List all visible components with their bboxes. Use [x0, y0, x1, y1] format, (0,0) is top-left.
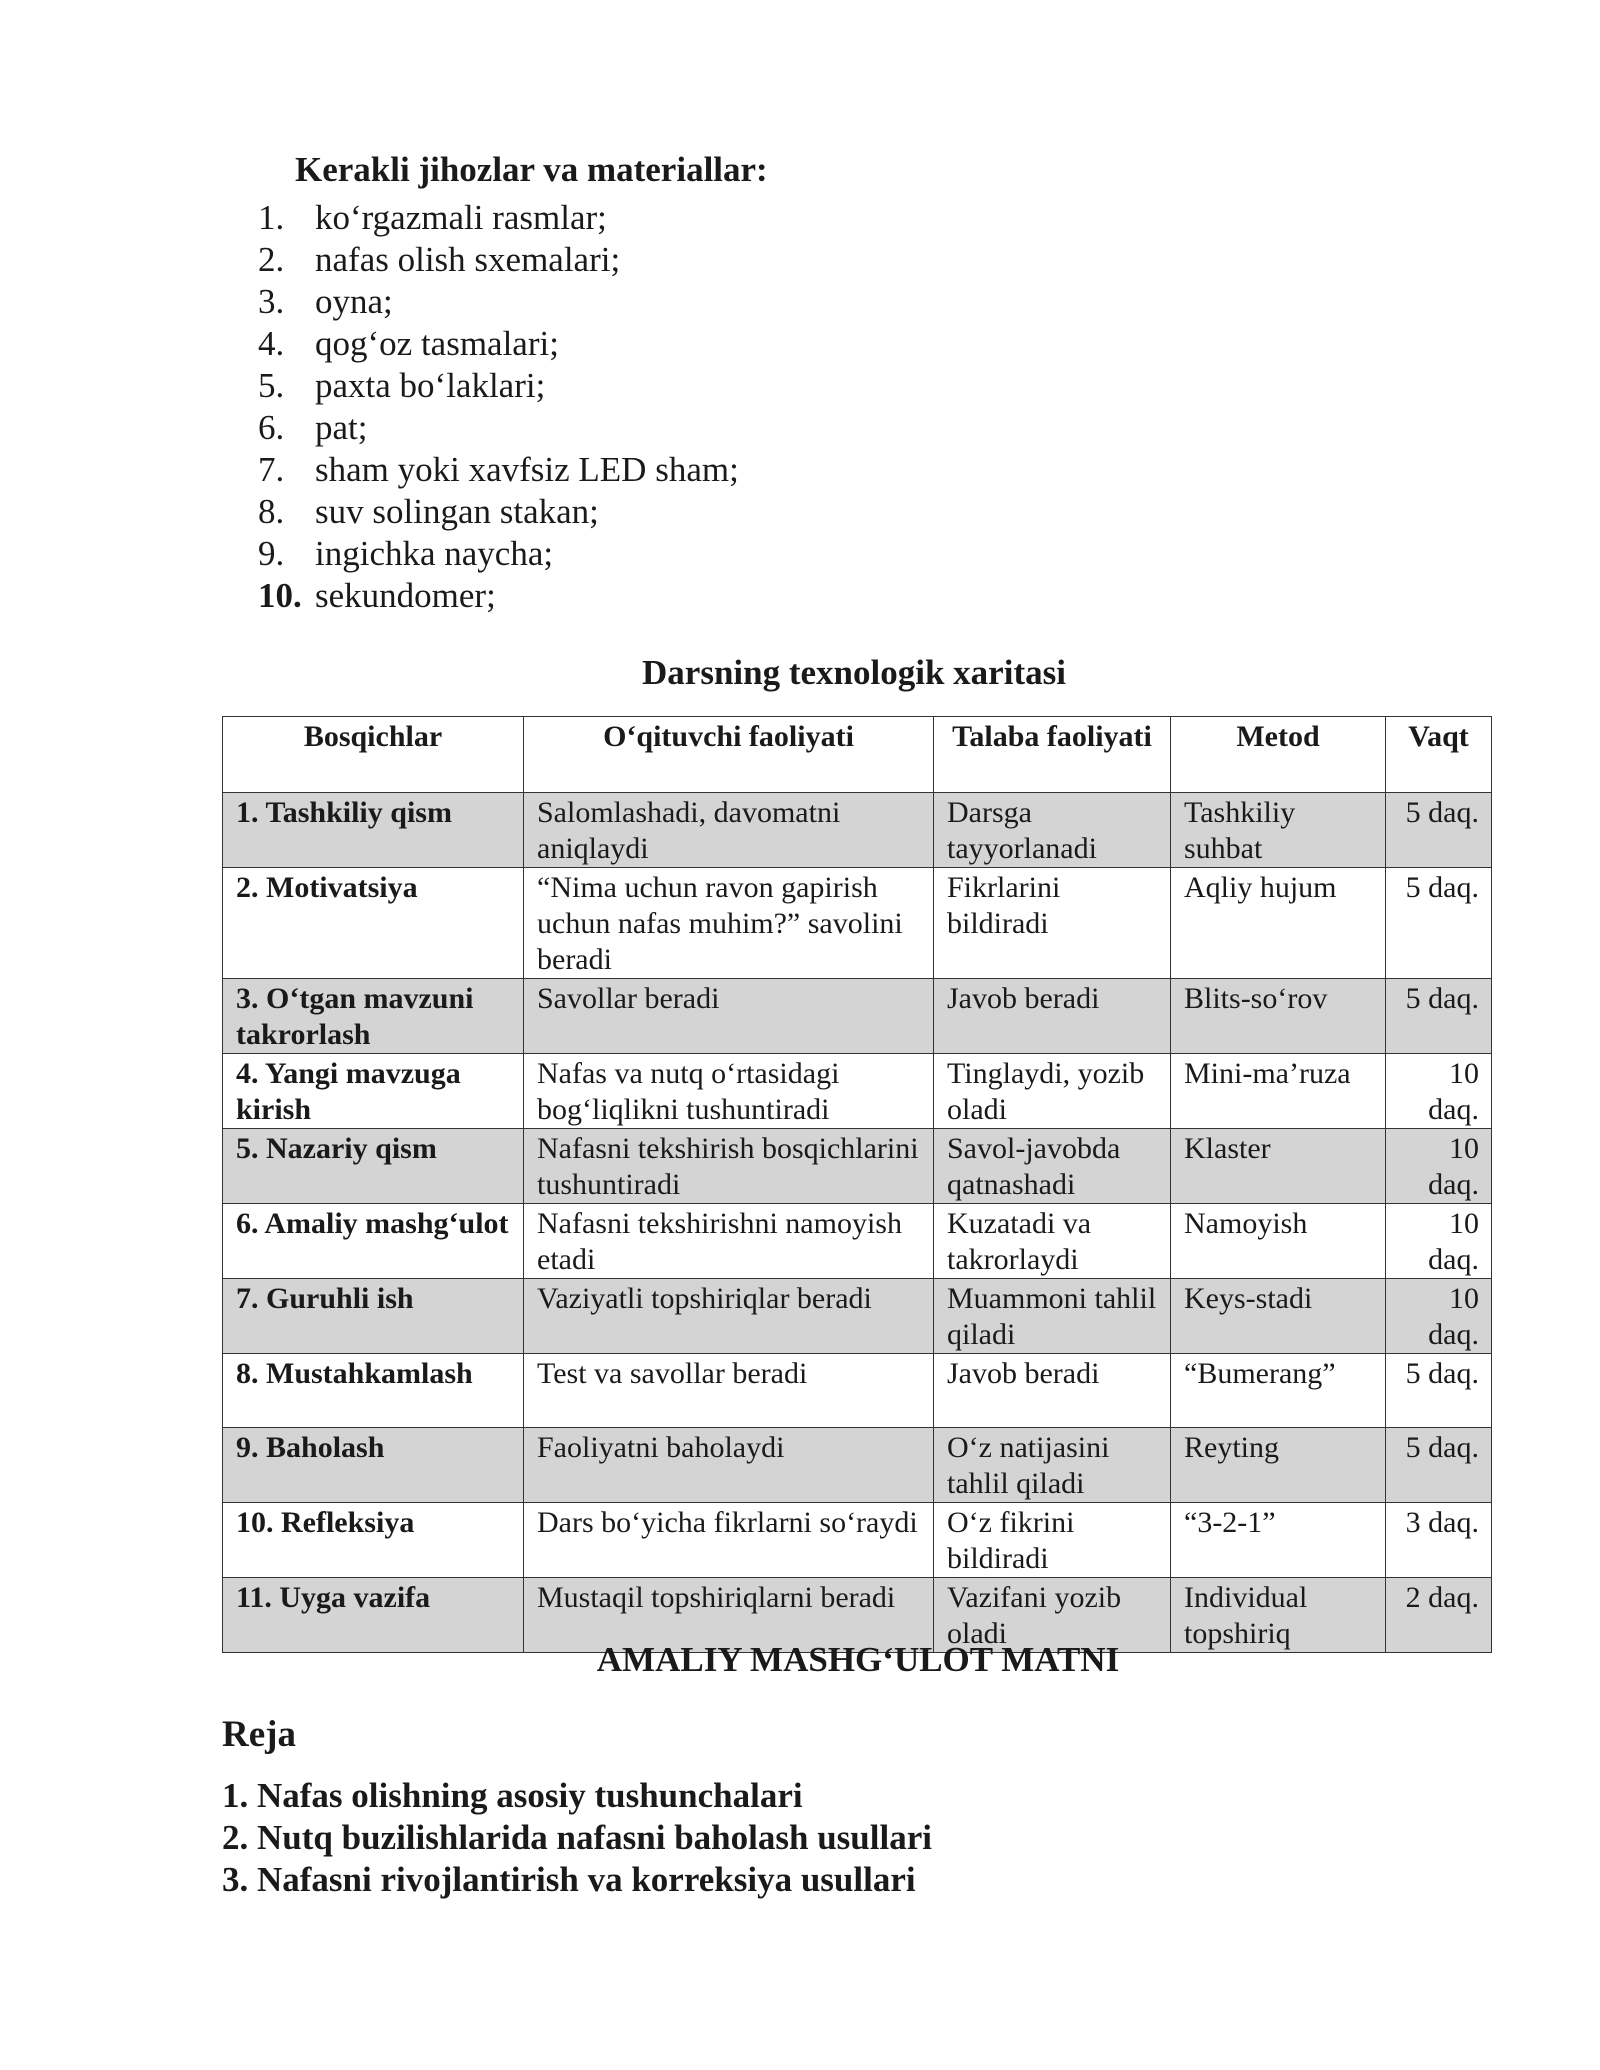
cell-stage: 5. Nazariy qism: [223, 1129, 524, 1204]
list-item-number: 2.: [258, 240, 285, 279]
cell-student: O‘z fikrini bildiradi: [934, 1502, 1171, 1577]
list-item-text: nafas olish sxemalari;: [315, 240, 621, 279]
table-title: Darsning texnologik xaritasi: [642, 653, 1066, 692]
cell-method: Mini-ma’ruza: [1171, 1054, 1386, 1129]
practical-section-title: AMALIY MASHG‘ULOT MATNI: [596, 1640, 1120, 1679]
table-row: [223, 1279, 1492, 1354]
plan-heading: Reja: [222, 1714, 296, 1755]
list-item: [258, 281, 739, 323]
cell-student: Darsga tayyorlanadi: [934, 793, 1171, 868]
cell-method: Aqliy hujum: [1171, 868, 1386, 979]
materials-heading: Kerakli jihozlar va materiallar:: [295, 150, 768, 189]
cell-student: Javob beradi: [934, 979, 1171, 1054]
cell-teacher: Salomlashadi, davomatni aniqlaydi: [524, 793, 934, 868]
table-row: [223, 1502, 1492, 1577]
cell-student: Fikrlarini bildiradi: [934, 868, 1171, 979]
cell-time: 5 daq.: [1386, 979, 1492, 1054]
cell-method: Reyting: [1171, 1427, 1386, 1502]
cell-student: Tinglaydi, yozib oladi: [934, 1054, 1171, 1129]
table-row: [223, 979, 1492, 1054]
cell-stage: 6. Amaliy mashg‘ulot: [223, 1204, 524, 1279]
cell-method: Tashkiliy suhbat: [1171, 793, 1386, 868]
cell-stage: 9. Baholash: [223, 1427, 524, 1502]
cell-time: 5 daq.: [1386, 1427, 1492, 1502]
cell-teacher: Dars bo‘yicha fikrlarni so‘raydi: [524, 1502, 934, 1577]
cell-method: “3-2-1”: [1171, 1502, 1386, 1577]
table-row: [223, 1204, 1492, 1279]
list-item-number: 8.: [258, 492, 285, 531]
cell-teacher: Nafasni tekshirish bosqichlarini tushuntiradi: [524, 1129, 934, 1204]
list-item-text: qog‘oz tasmalari;: [315, 324, 559, 363]
list-item-text: paxta bo‘laklari;: [315, 366, 546, 405]
list-item-text: ko‘rgazmali rasmlar;: [315, 198, 607, 237]
list-item-number: 9.: [258, 534, 285, 573]
cell-student: Savol-javobda qatnashadi: [934, 1129, 1171, 1204]
list-item-number: 10.: [258, 576, 302, 615]
list-item: [258, 365, 739, 407]
cell-time: 10 daq.: [1386, 1129, 1492, 1204]
cell-teacher: Savollar beradi: [524, 979, 934, 1054]
cell-teacher: Vaziyatli topshiriqlar beradi: [524, 1279, 934, 1354]
list-item-text: ingichka naycha;: [315, 534, 554, 573]
cell-method: Klaster: [1171, 1129, 1386, 1204]
technology-map-table: [222, 716, 1492, 1653]
list-item-number: 3.: [258, 282, 285, 321]
plan-item: 1. Nafas olishning asosiy tushunchalari: [222, 1776, 803, 1815]
cell-time: 10 daq.: [1386, 1204, 1492, 1279]
plan-item: 2. Nutq buzilishlarida nafasni baholash usullari: [222, 1818, 932, 1857]
cell-teacher: Nafasni tekshirishni namoyish etadi: [524, 1204, 934, 1279]
cell-time: 10 daq.: [1386, 1054, 1492, 1129]
cell-student: Vazifani yozib oladi: [934, 1577, 1171, 1652]
cell-time: 5 daq.: [1386, 793, 1492, 868]
cell-method: Individual topshiriq: [1171, 1577, 1386, 1652]
cell-stage: 4. Yangi mavzuga kirish: [223, 1054, 524, 1129]
materials-list: [258, 197, 739, 617]
cell-time: 5 daq.: [1386, 1354, 1492, 1428]
list-item-number: 1.: [258, 198, 285, 237]
list-item-text: oyna;: [315, 282, 393, 321]
plan-list: [222, 1775, 932, 1901]
cell-method: Namoyish: [1171, 1204, 1386, 1279]
cell-teacher: “Nima uchun ravon gapirish uchun nafas muhim?” savolini beradi: [524, 868, 934, 979]
list-item: [258, 323, 739, 365]
cell-teacher: Faoliyatni baholaydi: [524, 1427, 934, 1502]
cell-stage: 1. Tashkiliy qism: [223, 793, 524, 868]
table-header-row: [223, 717, 1492, 793]
list-item-number: 7.: [258, 450, 285, 489]
cell-student: Muammoni tahlil qiladi: [934, 1279, 1171, 1354]
table-row: [223, 868, 1492, 979]
list-item: [258, 449, 739, 491]
cell-teacher: Test va savollar beradi: [524, 1354, 934, 1428]
cell-stage: 2. Motivatsiya: [223, 868, 524, 979]
list-item-number: 5.: [258, 366, 285, 405]
header-stages: Bosqichlar: [223, 717, 524, 793]
cell-method: “Bumerang”: [1171, 1354, 1386, 1428]
cell-student: O‘z natijasini tahlil qiladi: [934, 1427, 1171, 1502]
cell-method: Blits-so‘rov: [1171, 979, 1386, 1054]
cell-student: Javob beradi: [934, 1354, 1171, 1428]
list-item: [258, 407, 739, 449]
list-item-text: sham yoki xavfsiz LED sham;: [315, 450, 739, 489]
cell-stage: 3. O‘tgan mavzuni takrorlash: [223, 979, 524, 1054]
plan-item: 3. Nafasni rivojlantirish va korreksiya usullari: [222, 1860, 916, 1899]
list-item-text: suv solingan stakan;: [315, 492, 599, 531]
cell-method: Keys-stadi: [1171, 1279, 1386, 1354]
list-item-number: 4.: [258, 324, 285, 363]
list-item-number: 6.: [258, 408, 285, 447]
header-teacher-activity: O‘qituvchi faoliyati: [524, 717, 934, 793]
list-item-text: pat;: [315, 408, 368, 447]
cell-time: 3 daq.: [1386, 1502, 1492, 1577]
list-item: [258, 575, 739, 617]
table-row: [223, 1054, 1492, 1129]
list-item: [258, 197, 739, 239]
cell-stage: 8. Mustahkamlash: [223, 1354, 524, 1428]
cell-stage: 7. Guruhli ish: [223, 1279, 524, 1354]
cell-student: Kuzatadi va takrorlaydi: [934, 1204, 1171, 1279]
cell-time: 5 daq.: [1386, 868, 1492, 979]
list-item: [258, 239, 739, 281]
header-time: Vaqt: [1386, 717, 1492, 793]
cell-stage: 11. Uyga vazifa: [223, 1577, 524, 1652]
header-student-activity: Talaba faoliyati: [934, 717, 1171, 793]
table-row: [223, 1427, 1492, 1502]
cell-time: 10 daq.: [1386, 1279, 1492, 1354]
cell-teacher: Nafas va nutq o‘rtasidagi bog‘liqlikni tushuntiradi: [524, 1054, 934, 1129]
list-item: [258, 533, 739, 575]
header-method: Metod: [1171, 717, 1386, 793]
table-row: [223, 1354, 1492, 1428]
list-item: [258, 491, 739, 533]
list-item-text: sekundomer;: [315, 576, 496, 615]
cell-stage: 10. Refleksiya: [223, 1502, 524, 1577]
cell-teacher: Mustaqil topshiriqlarni beradi: [524, 1577, 934, 1652]
table-row: [223, 793, 1492, 868]
cell-time: 2 daq.: [1386, 1577, 1492, 1652]
table-row: [223, 1129, 1492, 1204]
